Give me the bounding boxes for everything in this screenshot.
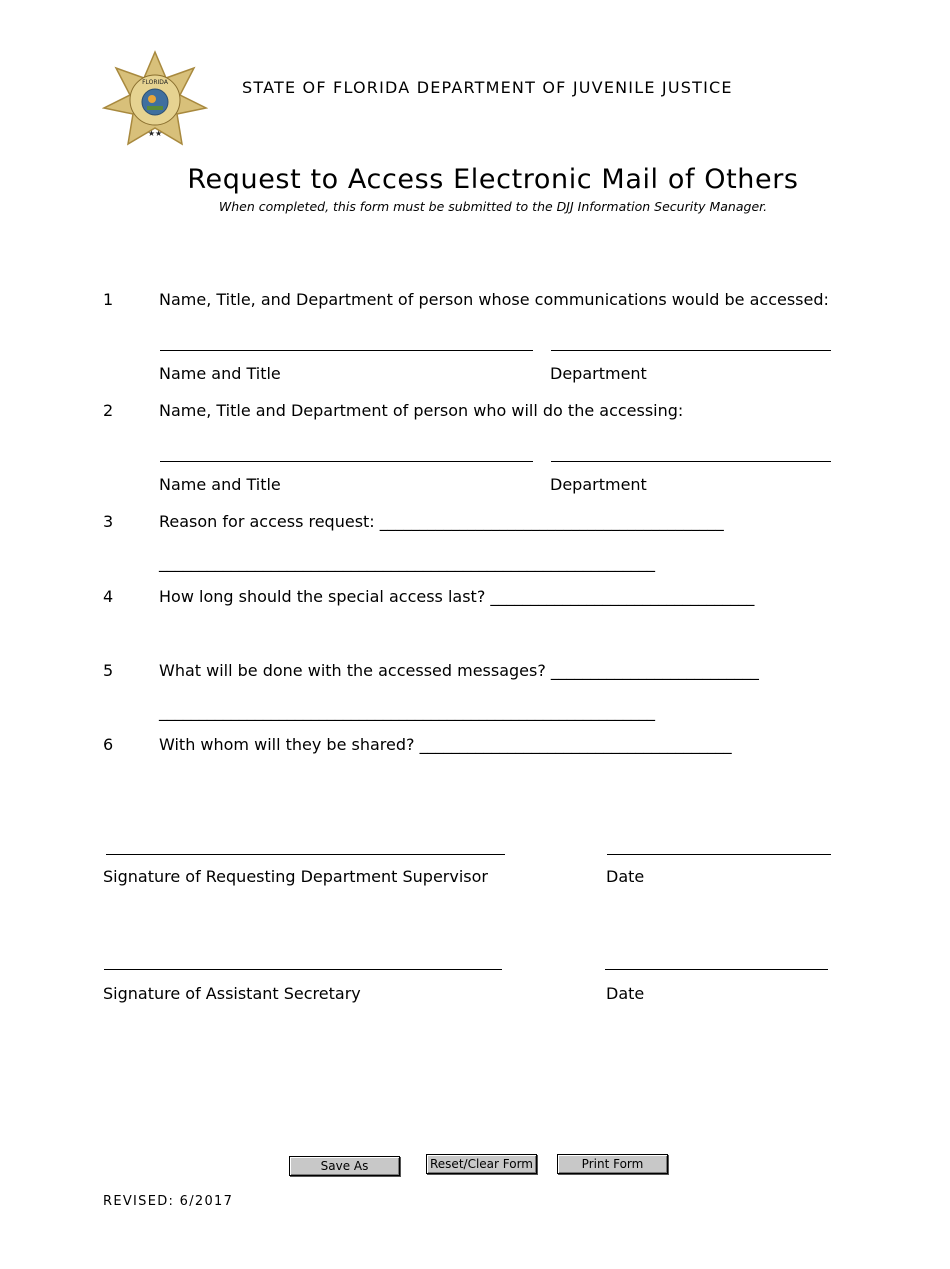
question-text-3[interactable]: Reason for access request: ___________________________________________ bbox=[159, 512, 724, 531]
reset-clear-form-button[interactable]: Reset/Clear Form bbox=[426, 1154, 537, 1174]
assistant-secretary-date-line[interactable] bbox=[605, 969, 828, 970]
question-number-1: 1 bbox=[103, 290, 114, 309]
assistant-secretary-date-label: Date bbox=[606, 984, 645, 1003]
svg-text:FLORIDA: FLORIDA bbox=[142, 79, 168, 86]
q2-name-title-label: Name and Title bbox=[159, 475, 281, 494]
q1-department-label: Department bbox=[550, 364, 647, 383]
question-text-1: Name, Title, and Department of person whose communications would be accessed: bbox=[159, 290, 829, 309]
question-number-4: 4 bbox=[103, 587, 114, 606]
assistant-secretary-signature-line[interactable] bbox=[104, 969, 502, 970]
q2-name-title-line[interactable] bbox=[160, 461, 533, 462]
question-number-6: 6 bbox=[103, 735, 114, 754]
question-number-2: 2 bbox=[103, 401, 114, 420]
question-text-4[interactable]: How long should the special access last? _________________________________ bbox=[159, 587, 755, 606]
form-title: Request to Access Electronic Mail of Others bbox=[187, 164, 799, 195]
q1-name-title-line[interactable] bbox=[160, 350, 533, 351]
question-text-5[interactable]: What will be done with the accessed messages? __________________________ bbox=[159, 661, 759, 680]
question-text-2: Name, Title and Department of person who will do the accessing: bbox=[159, 401, 684, 420]
agency-name: STATE OF FLORIDA DEPARTMENT OF JUVENILE JUSTICE bbox=[242, 78, 733, 97]
question-number-3: 3 bbox=[103, 512, 114, 531]
question-3-continuation-line[interactable]: ______________________________________________________________ bbox=[159, 553, 655, 572]
print-form-button[interactable]: Print Form bbox=[557, 1154, 668, 1174]
save-as-button[interactable]: Save As bbox=[289, 1156, 400, 1176]
form-subtitle: When completed, this form must be submitted to the DJJ Information Security Manager. bbox=[218, 199, 768, 214]
assistant-secretary-signature-label: Signature of Assistant Secretary bbox=[103, 984, 361, 1003]
q2-department-line[interactable] bbox=[551, 461, 831, 462]
question-number-5: 5 bbox=[103, 661, 114, 680]
q1-department-line[interactable] bbox=[551, 350, 831, 351]
q1-name-title-label: Name and Title bbox=[159, 364, 281, 383]
question-text-6[interactable]: With whom will they be shared? _______________________________________ bbox=[159, 735, 732, 754]
supervisor-signature-line[interactable] bbox=[106, 854, 505, 855]
q2-department-label: Department bbox=[550, 475, 647, 494]
supervisor-date-line[interactable] bbox=[607, 854, 831, 855]
revised-date: REVISED: 6/2017 bbox=[103, 1194, 234, 1209]
supervisor-signature-label: Signature of Requesting Department Supervisor bbox=[103, 867, 488, 886]
djj-badge-seal-icon bbox=[102, 50, 208, 152]
question-5-continuation-line[interactable]: ______________________________________________________________ bbox=[159, 702, 655, 721]
supervisor-date-label: Date bbox=[606, 867, 645, 886]
svg-text:★★: ★★ bbox=[147, 129, 163, 138]
